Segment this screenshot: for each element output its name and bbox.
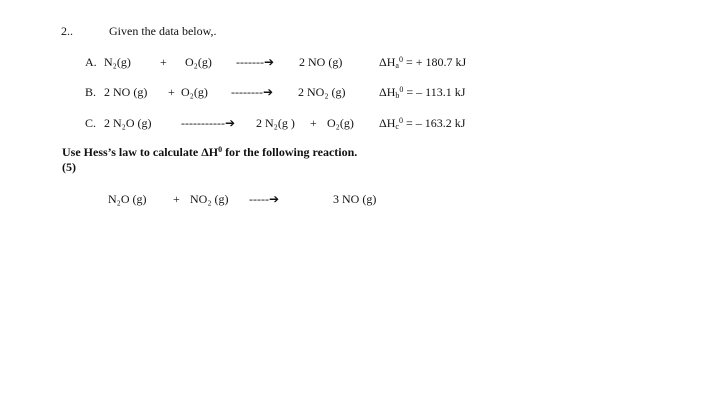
reaction-c-product2: O₂(g)	[327, 116, 354, 130]
reaction-b-reactant2: O₂(g)	[181, 85, 208, 99]
question-number: 2..	[61, 24, 73, 38]
instruction-superscript: 0	[218, 145, 223, 154]
reaction-c-arrow: -----------➔	[181, 116, 236, 130]
reaction-b-plus: +	[168, 85, 175, 99]
enthalpy-superscript: 0	[398, 116, 403, 125]
enthalpy-superscript: 0	[399, 85, 404, 94]
reaction-a-arrow: -------➔	[236, 55, 275, 69]
reaction-a-enthalpy	[379, 56, 466, 68]
instruction-before: Use Hess’s law to calculate ΔH	[62, 145, 219, 159]
reaction-c-enthalpy	[379, 117, 465, 129]
question-intro: Given the data below,.	[109, 24, 217, 38]
enthalpy-superscript: 0	[398, 55, 403, 64]
reaction-c-letter: C.	[85, 116, 97, 130]
reaction-a-product: 2 NO (g)	[299, 55, 343, 69]
reaction-c-product: 2 N₂(g )	[256, 116, 295, 130]
enthalpy-symbol: ΔH	[379, 85, 396, 99]
reaction-b-letter: B.	[85, 85, 97, 99]
reaction-b-arrow: --------➔	[231, 85, 274, 99]
target-reactant1: N₂O (g)	[108, 192, 147, 206]
reaction-a-reactant1: N₂(g)	[104, 55, 131, 69]
reaction-a-letter: A.	[85, 55, 97, 69]
instruction-after: for the following reaction.	[222, 145, 358, 159]
target-plus: +	[173, 192, 180, 206]
reaction-c-reactant1: 2 N₂O (g)	[104, 116, 152, 130]
reaction-a-plus: +	[160, 55, 167, 69]
reaction-a-reactant2: O₂(g)	[185, 55, 212, 69]
enthalpy-subscript: b	[395, 91, 400, 100]
reaction-b-product: 2 NO₂ (g)	[298, 85, 346, 99]
enthalpy-value: = – 113.1 kJ	[403, 85, 466, 99]
enthalpy-symbol: ΔH	[379, 55, 396, 69]
enthalpy-symbol: ΔH	[379, 116, 396, 130]
reaction-b-enthalpy	[379, 86, 465, 98]
enthalpy-value: = + 180.7 kJ	[402, 55, 467, 69]
target-product: 3 NO (g)	[333, 192, 377, 206]
instruction-marks: (5)	[62, 160, 76, 174]
enthalpy-subscript: c	[395, 122, 399, 131]
reaction-c-plus: +	[310, 116, 317, 130]
target-reactant2: NO₂ (g)	[190, 192, 229, 206]
enthalpy-subscript: a	[395, 61, 399, 70]
target-arrow: -----➔	[249, 192, 280, 206]
instruction-text	[62, 146, 357, 158]
reaction-b-reactant1: 2 NO (g)	[104, 85, 148, 99]
enthalpy-value: = – 163.2 kJ	[402, 116, 466, 130]
